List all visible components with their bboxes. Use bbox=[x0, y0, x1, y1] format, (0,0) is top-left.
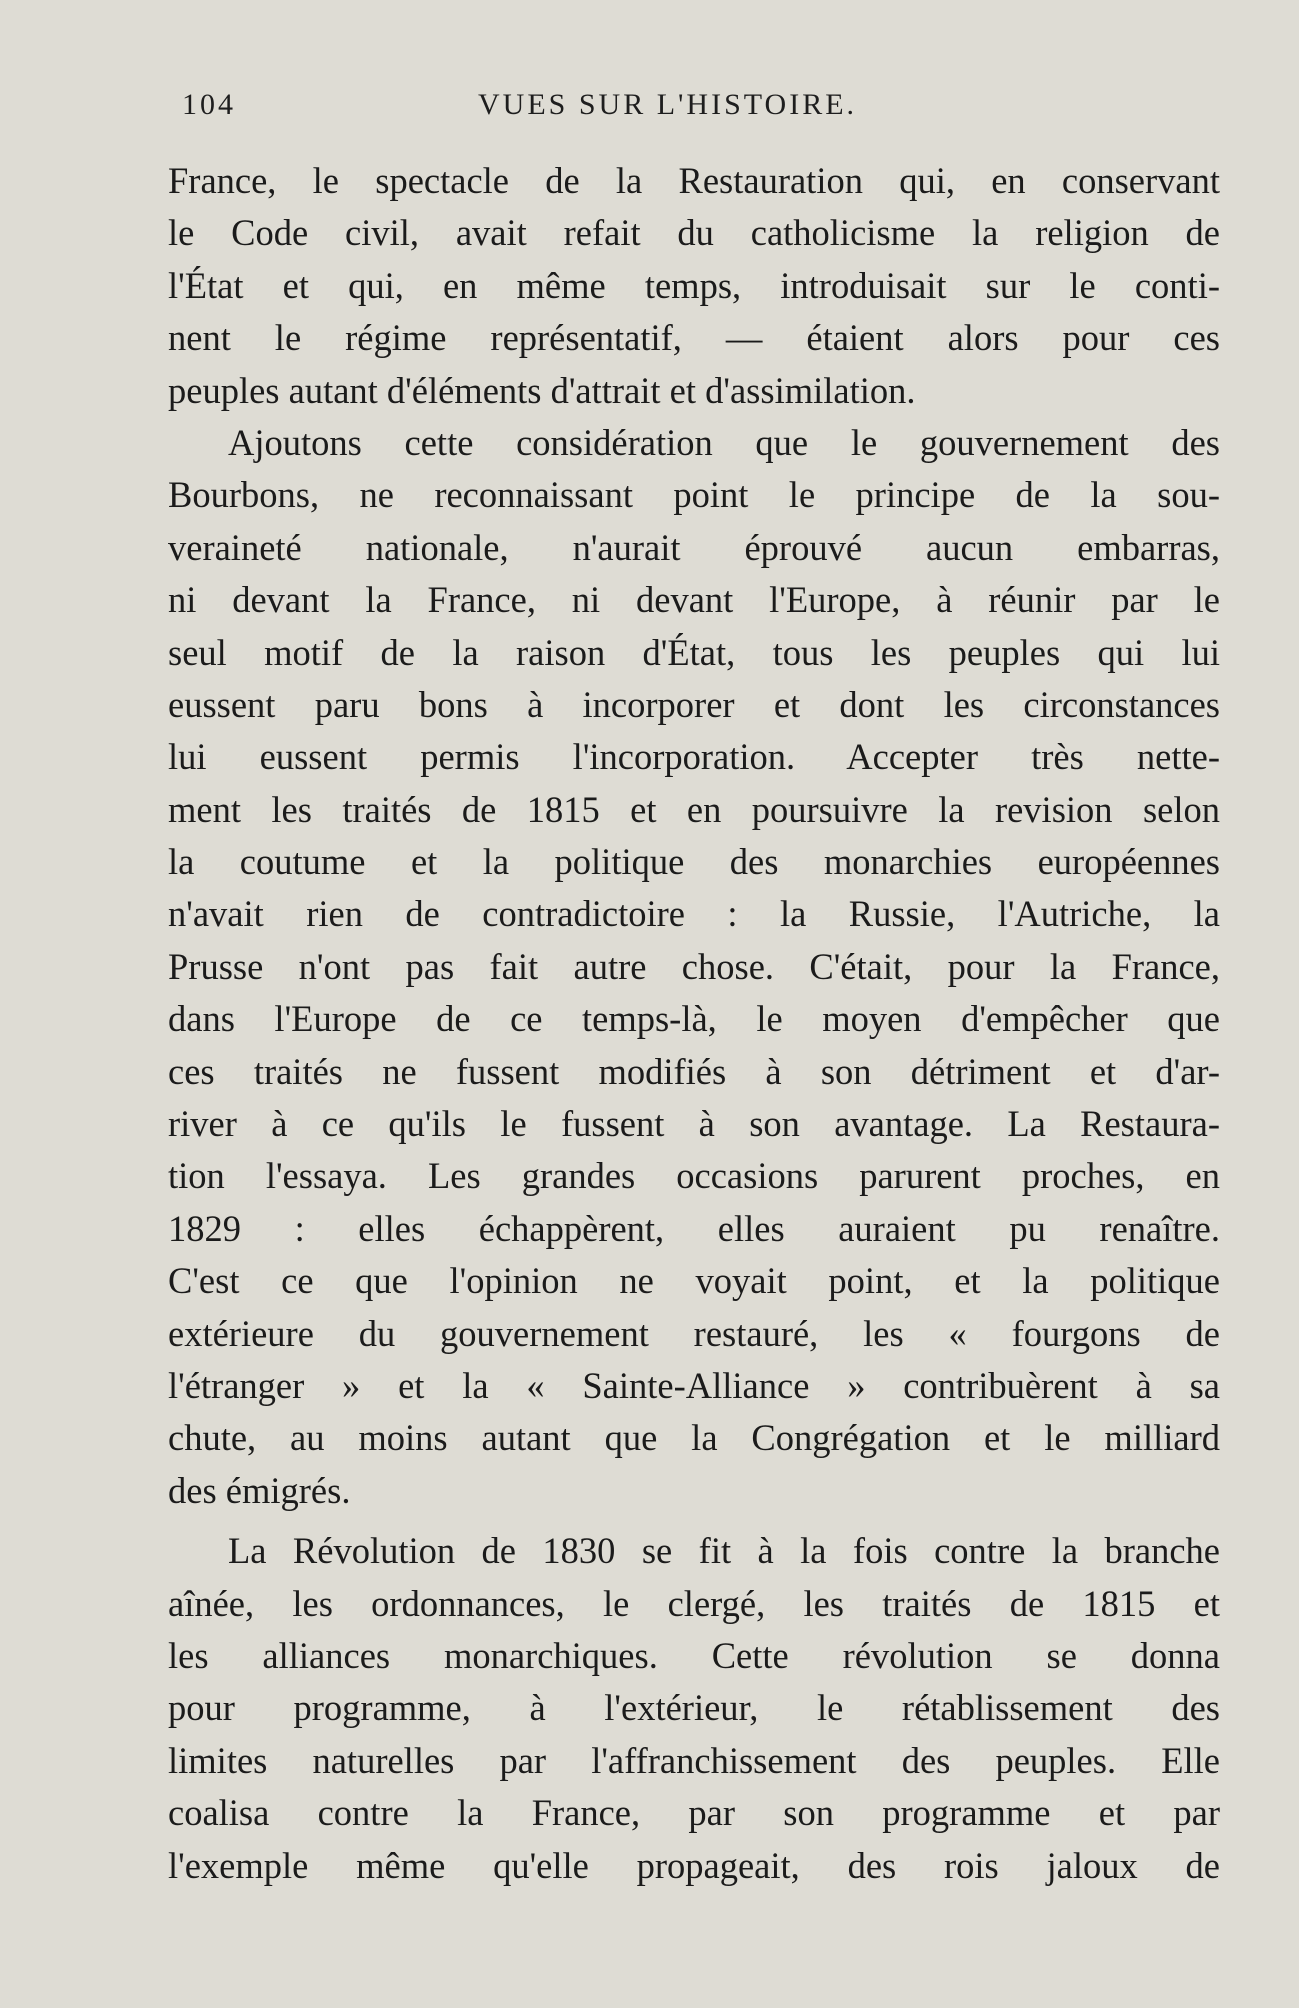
text-line: des émigrés. bbox=[168, 1469, 351, 1511]
text-line: ment les traités de 1815 et en poursuivre la revision selon bbox=[168, 788, 1220, 830]
text-line: le Code civil, avait refait du catholicisme la religion de bbox=[168, 212, 1220, 254]
text-line: Ajoutons cette considération que le gouvernement des bbox=[228, 421, 1220, 463]
text-line: extérieure du gouvernement restauré, les « fourgons de bbox=[168, 1312, 1220, 1354]
text-line: peuples autant d'éléments d'attrait et d'assimilation. bbox=[168, 369, 916, 411]
text-line: dans l'Europe de ce temps-là, le moyen d'empêcher que bbox=[168, 998, 1220, 1040]
text-line: ces traités ne fussent modifiés à son détriment et d'ar- bbox=[168, 1050, 1220, 1092]
body-text bbox=[168, 155, 1220, 1892]
text-line: pour programme, à l'extérieur, le rétablissement des bbox=[168, 1687, 1220, 1729]
text-line: tion l'essaya. Les grandes occasions parurent proches, en bbox=[168, 1155, 1220, 1197]
text-line: chute, au moins autant que la Congrégation et le milliard bbox=[168, 1417, 1220, 1459]
text-line: aînée, les ordonnances, le clergé, les traités de 1815 et bbox=[168, 1582, 1220, 1624]
text-line: seul motif de la raison d'État, tous les peuples qui lui bbox=[168, 631, 1220, 673]
text-line: ni devant la France, ni devant l'Europe, à réunir par le bbox=[168, 579, 1220, 621]
text-line: coalisa contre la France, par son programme et par bbox=[168, 1792, 1220, 1834]
page-number: 104 bbox=[182, 88, 236, 121]
text-line: river à ce qu'ils le fussent à son avantage. La Restaura- bbox=[168, 1103, 1220, 1145]
paragraph bbox=[168, 1525, 1220, 1892]
text-line: France, le spectacle de la Restauration qui, en conservant bbox=[168, 160, 1220, 201]
paragraph bbox=[168, 417, 1220, 1517]
text-line: veraineté nationale, n'aurait éprouvé aucun embarras, bbox=[168, 526, 1220, 568]
text-line: les alliances monarchiques. Cette révolution se donna bbox=[168, 1634, 1220, 1676]
text-line: limites naturelles par l'affranchissement des peuples. Elle bbox=[168, 1739, 1220, 1781]
text-line: lui eussent permis l'incorporation. Accepter très nette- bbox=[168, 736, 1220, 778]
text-line: eussent paru bons à incorporer et dont les circonstances bbox=[168, 683, 1220, 725]
text-line: La Révolution de 1830 se fit à la fois contre la branche bbox=[228, 1530, 1220, 1572]
text-line: la coutume et la politique des monarchies européennes bbox=[168, 841, 1220, 883]
text-line: n'avait rien de contradictoire : la Russie, l'Autriche, la bbox=[168, 893, 1220, 935]
text-line: 1829 : elles échappèrent, elles auraient pu renaître. bbox=[168, 1207, 1220, 1249]
page-header bbox=[182, 88, 1222, 138]
running-title: VUES SUR L'HISTOIRE. bbox=[478, 88, 858, 121]
text-line: Prusse n'ont pas fait autre chose. C'était, pour la France, bbox=[168, 945, 1220, 987]
text-line: C'est ce que l'opinion ne voyait point, et la politique bbox=[168, 1260, 1220, 1302]
text-line: Bourbons, ne reconnaissant point le principe de la sou- bbox=[168, 474, 1220, 516]
text-line: l'étranger » et la « Sainte-Alliance » contribuèrent à sa bbox=[168, 1364, 1220, 1406]
text-line: l'exemple même qu'elle propageait, des rois jaloux de bbox=[168, 1844, 1220, 1886]
text-line: nent le régime représentatif, — étaient alors pour ces bbox=[168, 317, 1220, 359]
paragraph bbox=[168, 155, 1220, 417]
text-line: l'État et qui, en même temps, introduisait sur le conti- bbox=[168, 264, 1220, 306]
